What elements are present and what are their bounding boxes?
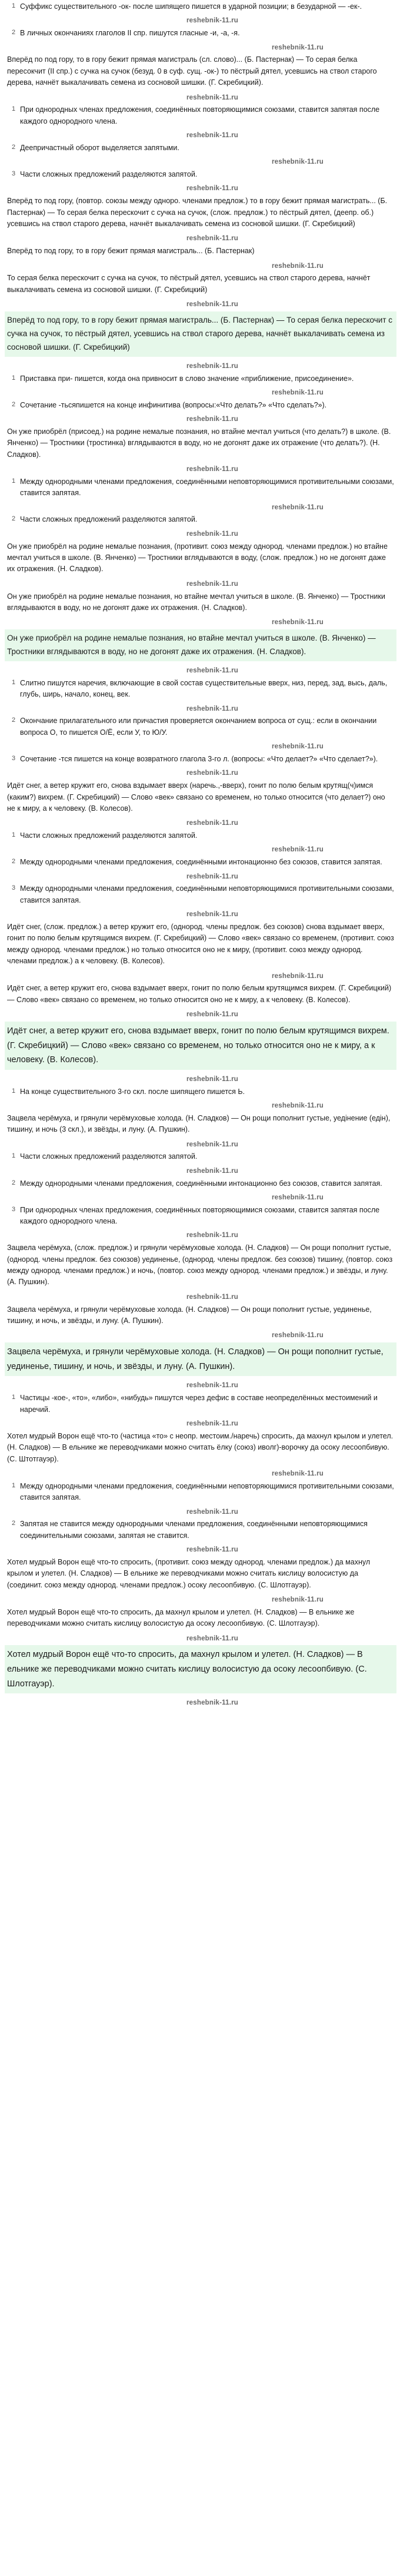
rule-item — [7, 1393, 394, 1415]
rule-item — [7, 1481, 394, 1504]
rule-item — [7, 1, 394, 12]
rule-number: 1 — [11, 1394, 16, 1401]
watermark-text: reshebnik-11.ru — [186, 530, 238, 538]
rule-item — [7, 28, 394, 39]
rule-number: 2 — [11, 515, 16, 523]
rule-item — [7, 142, 394, 154]
watermark-text: reshebnik-11.ru — [186, 416, 238, 423]
watermark-text: reshebnik-11.ru — [186, 1232, 238, 1239]
rule-item — [7, 830, 394, 841]
answer-highlight: Идёт снег, а ветер кружит его, снова вздымает вверх, гонит по полю белым крутящимся вихрем. (Г. Скребицкий) — Слово «век» связано со временем, но только относится оно не к миру, а к человеку. (В. Колесов). — [5, 1022, 396, 1070]
rule-item — [7, 754, 394, 765]
rule-number: 2 — [11, 1179, 16, 1186]
rule-item — [7, 104, 394, 127]
rule-text: Сочетание -тся пишется на конце возвратного глагола 3-го л. (вопросы: «Что делает?» «Что сделает?»). — [20, 754, 378, 763]
analysis-paragraph: Идёт снег, а ветер кружит его, снова вздымает вверх (наречь.,-вверх), гонит по полю белым крутящ(ч)имся (каким?) вихрем. (Г. Скребицкий) — Слово «век» связано со временем, но только относится (что делает?) оно не к миру, а к человеку. (В. Колесов). — [7, 781, 385, 813]
analysis-paragraph: Хотел мудрый Ворон ещё что-то спросить, да махнул крылом и улетел. (Н. Сладков) — В ельнике же переводчиками можно считать кислицу волосистую да осоку лесоопбивую. (С. Шлотгауэр). — [7, 1607, 355, 1628]
rule-text: Между однородными членами предложения, соединёнными неповторяющимися противительными союзами, ставится запятая. — [20, 1481, 394, 1502]
watermark-text: reshebnik-11.ru — [186, 1382, 238, 1390]
watermark-text: reshebnik-11.ru — [186, 1167, 238, 1175]
watermark-text: reshebnik-11.ru — [271, 743, 324, 751]
rule-text: Сочетание -тьсяпишется на конце инфинитива (вопросы:«Что делать?» «Что сделать?»). — [20, 400, 327, 409]
rule-item — [7, 476, 394, 499]
analysis-paragraph: Вперёд по под гору, то в гору бежит прямая магистраль (сл. слово)... (Б. Пастернак) — То серая белка пересокчит (II спр.) с сучка на сучок (безуд. 0 в суф. сущ. -ок-) то пёстрый дятел, усевшись на ствол старого дерева, начнёт выкалачивать семена из сосновой шишки. (Г. Скребицкий). — [7, 55, 377, 87]
watermark-text: reshebnik-11.ru — [186, 1699, 238, 1707]
rule-number: 1 — [11, 1087, 16, 1095]
rule-text: Между однородными членами предложения, соединёнными интонационно без союзов, ставится запятая. — [20, 858, 382, 867]
answer-highlight: Зацвела черёмуха, и грянули черёмуховые холода. (Н. Сладков) — Он рощи пополнит густые, уединенье, тишину, и ночь, и звёзды, и луну. (А. Пушкин). — [5, 1342, 396, 1376]
rule-text: Между однородными членами предложения, соединёнными неповторяющимися противительными союзами, ставится запятая. — [20, 884, 394, 904]
rule-text: Приставка при- пишется, когда она привносит в слово значение «приближение, присоединение». — [20, 374, 354, 383]
analysis-paragraph: То серая белка перескочит с сучка на сучок, то пёстрый дятел, усевшись на ствол старого дерева, начнёт выкалачивать семена из сосновой шишки. (Г. Скребицкий) — [7, 274, 371, 294]
rule-number: 1 — [11, 105, 16, 113]
rule-item — [7, 373, 394, 384]
rule-item — [7, 514, 394, 525]
rule-number: 2 — [11, 717, 16, 724]
rule-item — [7, 1205, 394, 1228]
rule-number: 1 — [11, 1152, 16, 1160]
answer-highlight: Хотел мудрый Ворон ещё что-то спросить, да махнул крылом и улетел. (Н. Сладков) — В ельнике же переводчиками можно считать кислицу волосистую да осоку лесоопбивую. (С. Шлотгауэр). — [5, 1645, 396, 1693]
watermark-text: reshebnik-11.ru — [186, 770, 238, 777]
rule-number: 2 — [11, 400, 16, 408]
analysis-paragraph: Зацвела черёмуха, и грянули черёмуховые холода. (Н. Сладков) — Он рощи пополнит густые, уединенье, тишину, и ночь, и звёзды, и луну. (А. Пушкин). — [7, 1305, 372, 1325]
watermark-text: reshebnik-11.ru — [186, 1075, 238, 1083]
watermark-text: reshebnik-11.ru — [186, 301, 238, 309]
watermark-text: reshebnik-11.ru — [186, 873, 238, 880]
analysis-paragraph: Он уже приобрёл на родине немалые познания, (противит. союз между однород. членами предлож.) но втайне мечтал учиться в школе. (В. Янченко) — Тростники вглядываются в воду, (слож. предлож.) но не догонят даже их отражения. (Н. Сладков). — [7, 542, 388, 573]
rule-number: 2 — [11, 858, 16, 866]
rule-number: 3 — [11, 1205, 16, 1213]
rule-text: Части сложных предложений разделяются запятой. — [20, 1152, 198, 1161]
watermark-text: reshebnik-11.ru — [186, 1508, 238, 1516]
analysis-paragraph: Он уже приобрёл на родине немалые познания, но втайне мечтал учиться в школе. (В. Янченко) — Тростники вглядываются в воду, но не догонят даже их отражения. (Н. Сладков). — [7, 592, 385, 612]
watermark-text: reshebnik-11.ru — [186, 580, 238, 588]
analysis-paragraph: Вперёд то под гору, (повтор. союзы между одноро. членами предлож.) то в гору бежит прямая магистрать... (Б. Пастернак) — То серая белка перескочит с сучка на сучок, (слож. предлож.) то пёстрый дятел, (деепр. об.) усевшись на ствол старого дерева, начнёт выкалачивать семена из сосновой шишки. (Г. Скребицкий) — [7, 197, 388, 228]
answer-highlight: Он уже приобрёл на родине немалые познания, но втайне мечтал учиться в школе. (В. Янченко) — Тростники вглядываются в воду, но не догонят даже их отражения. (Н. Сладков). — [5, 629, 396, 661]
analysis-paragraph: Хотел мудрый Ворон ещё что-то (частица «то» с неопр. местоим./наречь) спросить, да махнул крылом и улетел. (Н. Сладков) — В ельнике же переводчиками можно считать ёлку (союз) иволг)-ворочку да осоку лесоопбивую. (С. Штотгауэр). — [7, 1431, 394, 1463]
rule-text: Между однородными членами предложения, соединёнными интонационно без союзов, ставится запятая. — [20, 1179, 382, 1188]
rule-item — [7, 883, 394, 906]
rule-number: 1 — [11, 2, 16, 9]
rule-item — [7, 857, 394, 868]
watermark-text: reshebnik-11.ru — [271, 1332, 324, 1340]
rule-number: 1 — [11, 831, 16, 839]
analysis-paragraph: Зацвела черёмуха, и грянули черёмуховые холода. (Н. Сладков) — Он рощи пополнит густые, уедінение (едін), тишину, и ночь (3 скл.), и звёзды, и луну. (А. Пушкин). — [7, 1113, 391, 1134]
watermark-text: reshebnik-11.ru — [271, 158, 324, 166]
analysis-paragraph: Зацвела черёмуха, (слож. предлож.) и грянули черёмуховые холода. (Н. Сладков) — Он рощи пополнит густые, (однород. члены предлож. без союзов) уединенье, (однород. члены предлож. без союзов) тишину, (повтор. союз между однород. членами предлож.) и ночь, (повтор. союз между однород. членами предлож.) и звёзды, и луну. (А. Пушкин). — [7, 1244, 393, 1287]
watermark-text: reshebnik-11.ru — [186, 1293, 238, 1301]
rule-text: Между однородными членами предложения, соединёнными неповторяющимися противительными союзами, ставится запятая. — [20, 477, 394, 498]
watermark-text: reshebnik-11.ru — [186, 1141, 238, 1148]
watermark-text: reshebnik-11.ru — [271, 846, 324, 854]
rule-number: 2 — [11, 143, 16, 151]
rule-text: Части сложных предложений разделяются запятой. — [20, 170, 198, 179]
rule-item — [7, 169, 394, 180]
rule-number: 3 — [11, 754, 16, 762]
rule-number: 1 — [11, 1481, 16, 1489]
rule-item — [7, 1519, 394, 1541]
rule-text: Части сложных предложений разделяются запятой. — [20, 515, 198, 524]
watermark-text: reshebnik-11.ru — [186, 911, 238, 919]
watermark-text: reshebnik-11.ru — [186, 820, 238, 827]
watermark-text: reshebnik-11.ru — [186, 667, 238, 674]
analysis-paragraph: Хотел мудрый Ворон ещё что-то спросить, (противит. союз между однород. членами предлож.) да махнул крылом и улетел. (Н. Сладков) — В ельнике же переводчиками можно считать кислицу волосистую да (соединит. союз между однород. членами предлож.) осоку лесоопбивую. (С. Шлотгауэр). — [7, 1557, 371, 1589]
rule-text: На конце существительного 3-го скл. после шипящего пишется Ь. — [20, 1087, 245, 1096]
watermark-text: reshebnik-11.ru — [271, 262, 324, 270]
watermark-text: reshebnik-11.ru — [271, 389, 324, 396]
watermark-text: reshebnik-11.ru — [186, 132, 238, 140]
watermark-text: reshebnik-11.ru — [271, 1193, 324, 1201]
watermark-text: reshebnik-11.ru — [186, 1635, 238, 1642]
rule-number: 1 — [11, 374, 16, 382]
rule-text: При однородных членах предложения, соединённых повторяющимися союзами, ставится запятая после каждого однородного члена. — [20, 105, 380, 125]
analysis-paragraph: Вперёд то под гору, то в гору бежит прямая магистраль... (Б. Пастернак) — [7, 247, 255, 256]
rule-number: 3 — [11, 170, 16, 178]
analysis-paragraph: Он уже приобрёл (присоед.) на родине немалые познания, но втайне мечтал учиться (что делать?) в школе. (В. Янченко) — Тростники (тростинка) вглядываются в воду, но не догонят даже их отражение (что делать?). (Н. Сладков). — [7, 427, 391, 459]
rule-text: Окончание прилагательного или причастия проверяется окончанием вопроса от сущ.: если в окончании вопроса О, то пишется О/Ё, если У, то Ю/У. — [20, 717, 377, 737]
rule-item — [7, 1086, 394, 1098]
rule-item — [7, 715, 394, 738]
rule-item — [7, 400, 394, 411]
watermark-text: reshebnik-11.ru — [186, 466, 238, 473]
rule-text: В личных окончаниях глаголов II спр. пишутся гласные -и, -а, -я. — [20, 29, 240, 38]
rule-item — [7, 1151, 394, 1162]
rule-text: Деепричастный оборот выделяется запятыми. — [20, 143, 179, 152]
watermark-text: reshebnik-11.ru — [271, 972, 324, 980]
rule-number: 2 — [11, 29, 16, 37]
rule-text: Слитно пишутся наречия, включающие в свой состав существительные вверх, низ, перед, зад, высь, даль, глубь, ширь, начало, конец, век. — [20, 678, 388, 699]
watermark-text: reshebnik-11.ru — [186, 1011, 238, 1019]
watermark-text: reshebnik-11.ru — [271, 44, 324, 51]
watermark-text: reshebnik-11.ru — [271, 1470, 324, 1477]
watermark-text: reshebnik-11.ru — [186, 1546, 238, 1554]
rule-number: 3 — [11, 884, 16, 892]
watermark-text: reshebnik-11.ru — [186, 1420, 238, 1428]
analysis-paragraph: Идёт снег, (слож. предлож.) а ветер кружит его, (однород. члены предлож. без союзов) снова вздымает вверх, гонит по полю белым крутящимся вихрем. (Г. Скребицкий) — Слово «век» связано со временем, (противит. союз между однород. членами предлож.) но только относится оно не к миру, (противит. союз между однород. членами предлож.) а к человеку. (В. Колесов). — [7, 923, 394, 966]
rule-text: Запятая не ставится между однородными членами предложения, соединёнными неповторяющимися соединительными союзами, запятая не ставится. — [20, 1520, 368, 1540]
answer-highlight: Вперёд то под гору, то в гору бежит прямая магистраль... (Б. Пастернак) — То серая белка перескочит с сучка на сучок, то пёстрый дятел, усевшись на ствол старого дерева, начнёт выкалачивать семена из сосновой шишки. (Г. Скребицкий) — [5, 311, 396, 357]
watermark-text: reshebnik-11.ru — [271, 1102, 324, 1109]
rule-item — [7, 1178, 394, 1189]
watermark-text: reshebnik-11.ru — [271, 619, 324, 626]
analysis-paragraph: Идёт снег, а ветер кружит его, снова вздымает вверх, гонит по полю белым крутящимся вихрем. (Г. Скребицкий) — Слово «век» связано со временем, но только относится оно не к миру, а к человеку. (В. Колесов). — [7, 984, 392, 1004]
watermark-text: reshebnik-11.ru — [271, 503, 324, 511]
rule-number: 1 — [11, 678, 16, 686]
rule-text: Части сложных предложений разделяются запятой. — [20, 831, 198, 840]
rule-item — [7, 678, 394, 701]
watermark-text: reshebnik-11.ru — [271, 1596, 324, 1604]
rule-number: 1 — [11, 477, 16, 485]
watermark-text: reshebnik-11.ru — [186, 94, 238, 101]
rule-text: Суффикс существительного -ок- после шипящего пишется в ударной позиции; в безударной — -ек-. — [20, 2, 362, 11]
watermark-text: reshebnik-11.ru — [186, 235, 238, 243]
watermark-text: reshebnik-11.ru — [186, 362, 238, 370]
rule-text: Частицы -кое-, «то», «либо», «нибудь» пишутся через дефис в составе неопределённых местоимений и наречий. — [20, 1394, 378, 1414]
rule-number: 2 — [11, 1520, 16, 1527]
watermark-text: reshebnik-11.ru — [186, 705, 238, 712]
document-content — [7, 1, 394, 1709]
rule-text: При однородных членах предложения, соединённых повторяющимися союзами, ставится запятая после каждого однородного члена. — [20, 1205, 380, 1226]
watermark-text: reshebnik-11.ru — [186, 185, 238, 193]
watermark-text: reshebnik-11.ru — [186, 17, 238, 25]
